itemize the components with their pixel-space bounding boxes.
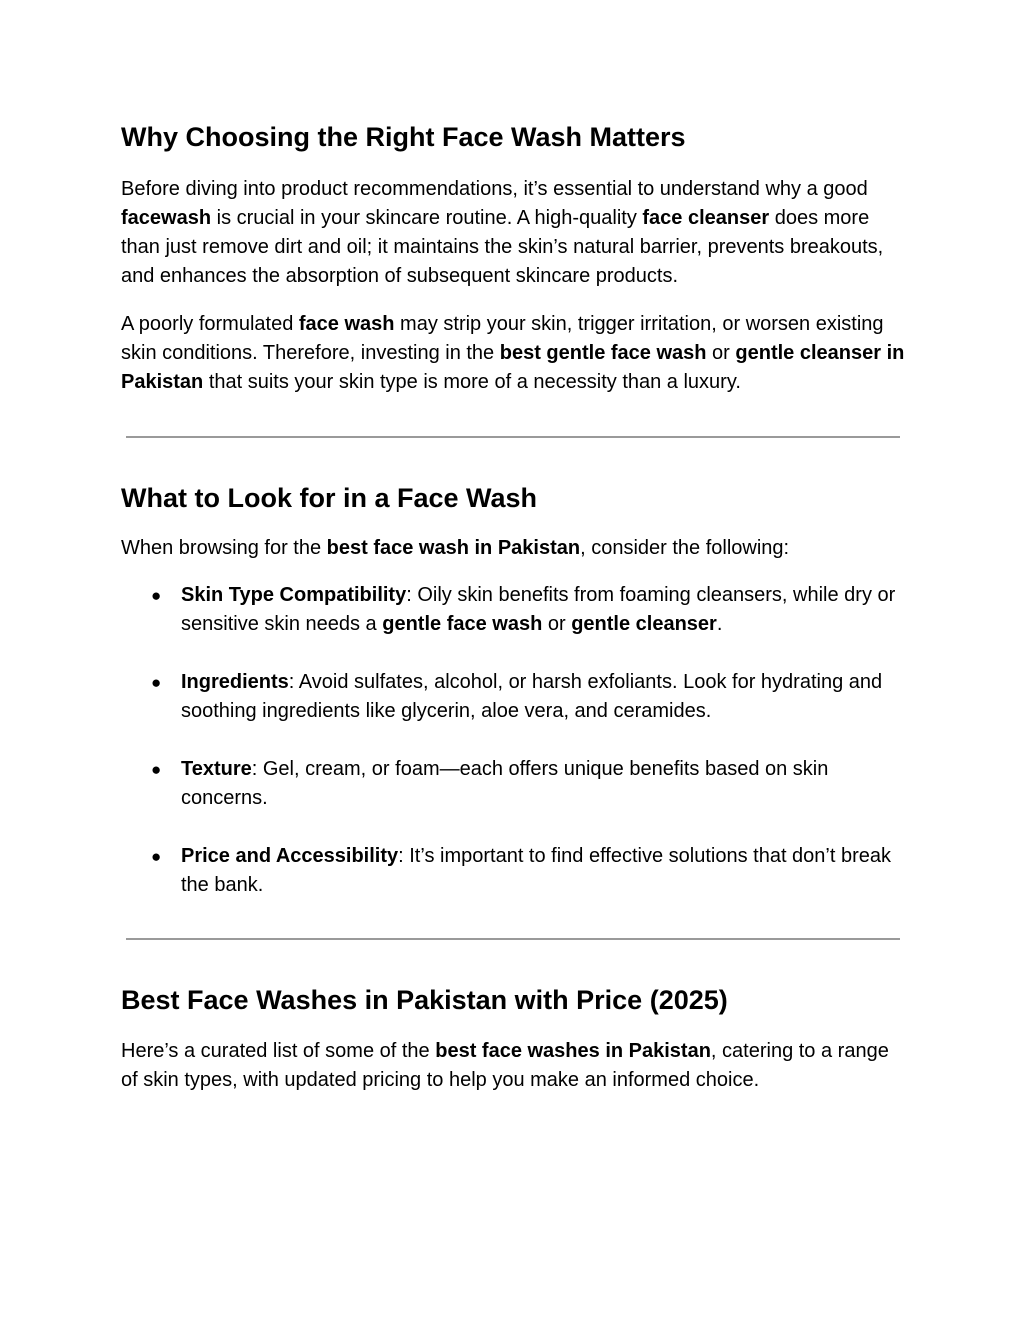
bullet-icon: ● [151, 586, 162, 605]
text-run: When browsing for the [121, 537, 327, 559]
keyword-best-gentle-face-wash: best gentle face wash [499, 342, 707, 364]
keyword-gentle-cleanser: gentle cleanser [571, 613, 717, 635]
text-run: that suits your skin type is more of a necessity than a luxury. [203, 371, 741, 393]
horizontal-divider [126, 938, 900, 940]
document-content [121, 117, 911, 1095]
text-run: A poorly formulated [121, 313, 299, 335]
text-run: : Avoid sulfates, alcohol, or harsh exfoliants. Look for hydrating and soothing ingredients like glycerin, aloe vera, and ceramides. [181, 671, 883, 722]
list-item-skin-type-compatibility [121, 581, 911, 639]
keyword-gentle-cleanser-in-pakistan: gentle cleanser in Pakistan [121, 342, 905, 393]
list-item-ingredients [121, 668, 911, 726]
text-run: . [716, 613, 723, 635]
text-run: is crucial in your skincare routine. A high-quality [211, 207, 643, 229]
text-run: : Oily skin benefits from foaming cleansers, while dry or sensitive skin needs a [181, 584, 896, 635]
keyword-face-wash: face wash [298, 313, 395, 335]
text-run: or [542, 613, 572, 635]
list-item-price-and-accessibility [121, 842, 911, 900]
section-heading-best-face-washes: Best Face Washes in Pakistan with Price (2025) [121, 985, 728, 1015]
bullet-icon: ● [151, 673, 162, 692]
paragraph-why-choosing-2 [121, 310, 911, 397]
text-run: : Gel, cream, or foam—each offers unique benefits based on skin concerns. [181, 758, 829, 809]
list-item-title: Texture [181, 758, 252, 780]
list-item-title: Ingredients [181, 671, 289, 693]
text-run: does more than just remove dirt and oil; it maintains the skin’s natural barrier, prevents breakouts, and enhances the absorption of subsequent skincare products. [121, 207, 884, 287]
bullet-icon: ● [151, 760, 162, 779]
list-item-title: Price and Accessibility [181, 845, 399, 867]
criteria-list [121, 581, 911, 900]
text-run: may strip your skin, trigger irritation, or worsen existing skin conditions. Therefore, investing in the [121, 313, 884, 364]
text-run: : It’s important to find effective solutions that don’t break the bank. [181, 845, 892, 896]
text-run: , catering to a range of skin types, with updated pricing to help you make an informed choice. [121, 1040, 889, 1091]
paragraph-best-face-washes-intro [121, 1037, 911, 1095]
keyword-face-cleanser: face cleanser [642, 207, 770, 229]
text-run: , consider the following: [580, 537, 790, 559]
section-heading-why-choosing: Why Choosing the Right Face Wash Matters [121, 122, 686, 152]
list-item-title: Skin Type Compatibility [181, 584, 407, 606]
bullet-icon: ● [151, 847, 162, 866]
paragraph-what-to-look-for-intro [121, 534, 911, 563]
section-heading-what-to-look-for: What to Look for in a Face Wash [121, 483, 538, 513]
text-run: Before diving into product recommendations, it’s essential to understand why a good [121, 178, 868, 200]
list-item-texture [121, 755, 911, 813]
text-run: Here’s a curated list of some of the [121, 1040, 436, 1062]
keyword-best-face-washes-in-pakistan: best face washes in Pakistan [435, 1040, 711, 1062]
text-run: or [706, 342, 736, 364]
keyword-facewash: facewash [121, 207, 212, 229]
horizontal-divider [126, 436, 900, 438]
keyword-gentle-face-wash: gentle face wash [382, 613, 543, 635]
keyword-best-face-wash-in-pakistan: best face wash in Pakistan [326, 537, 581, 559]
paragraph-why-choosing-1 [121, 175, 911, 291]
